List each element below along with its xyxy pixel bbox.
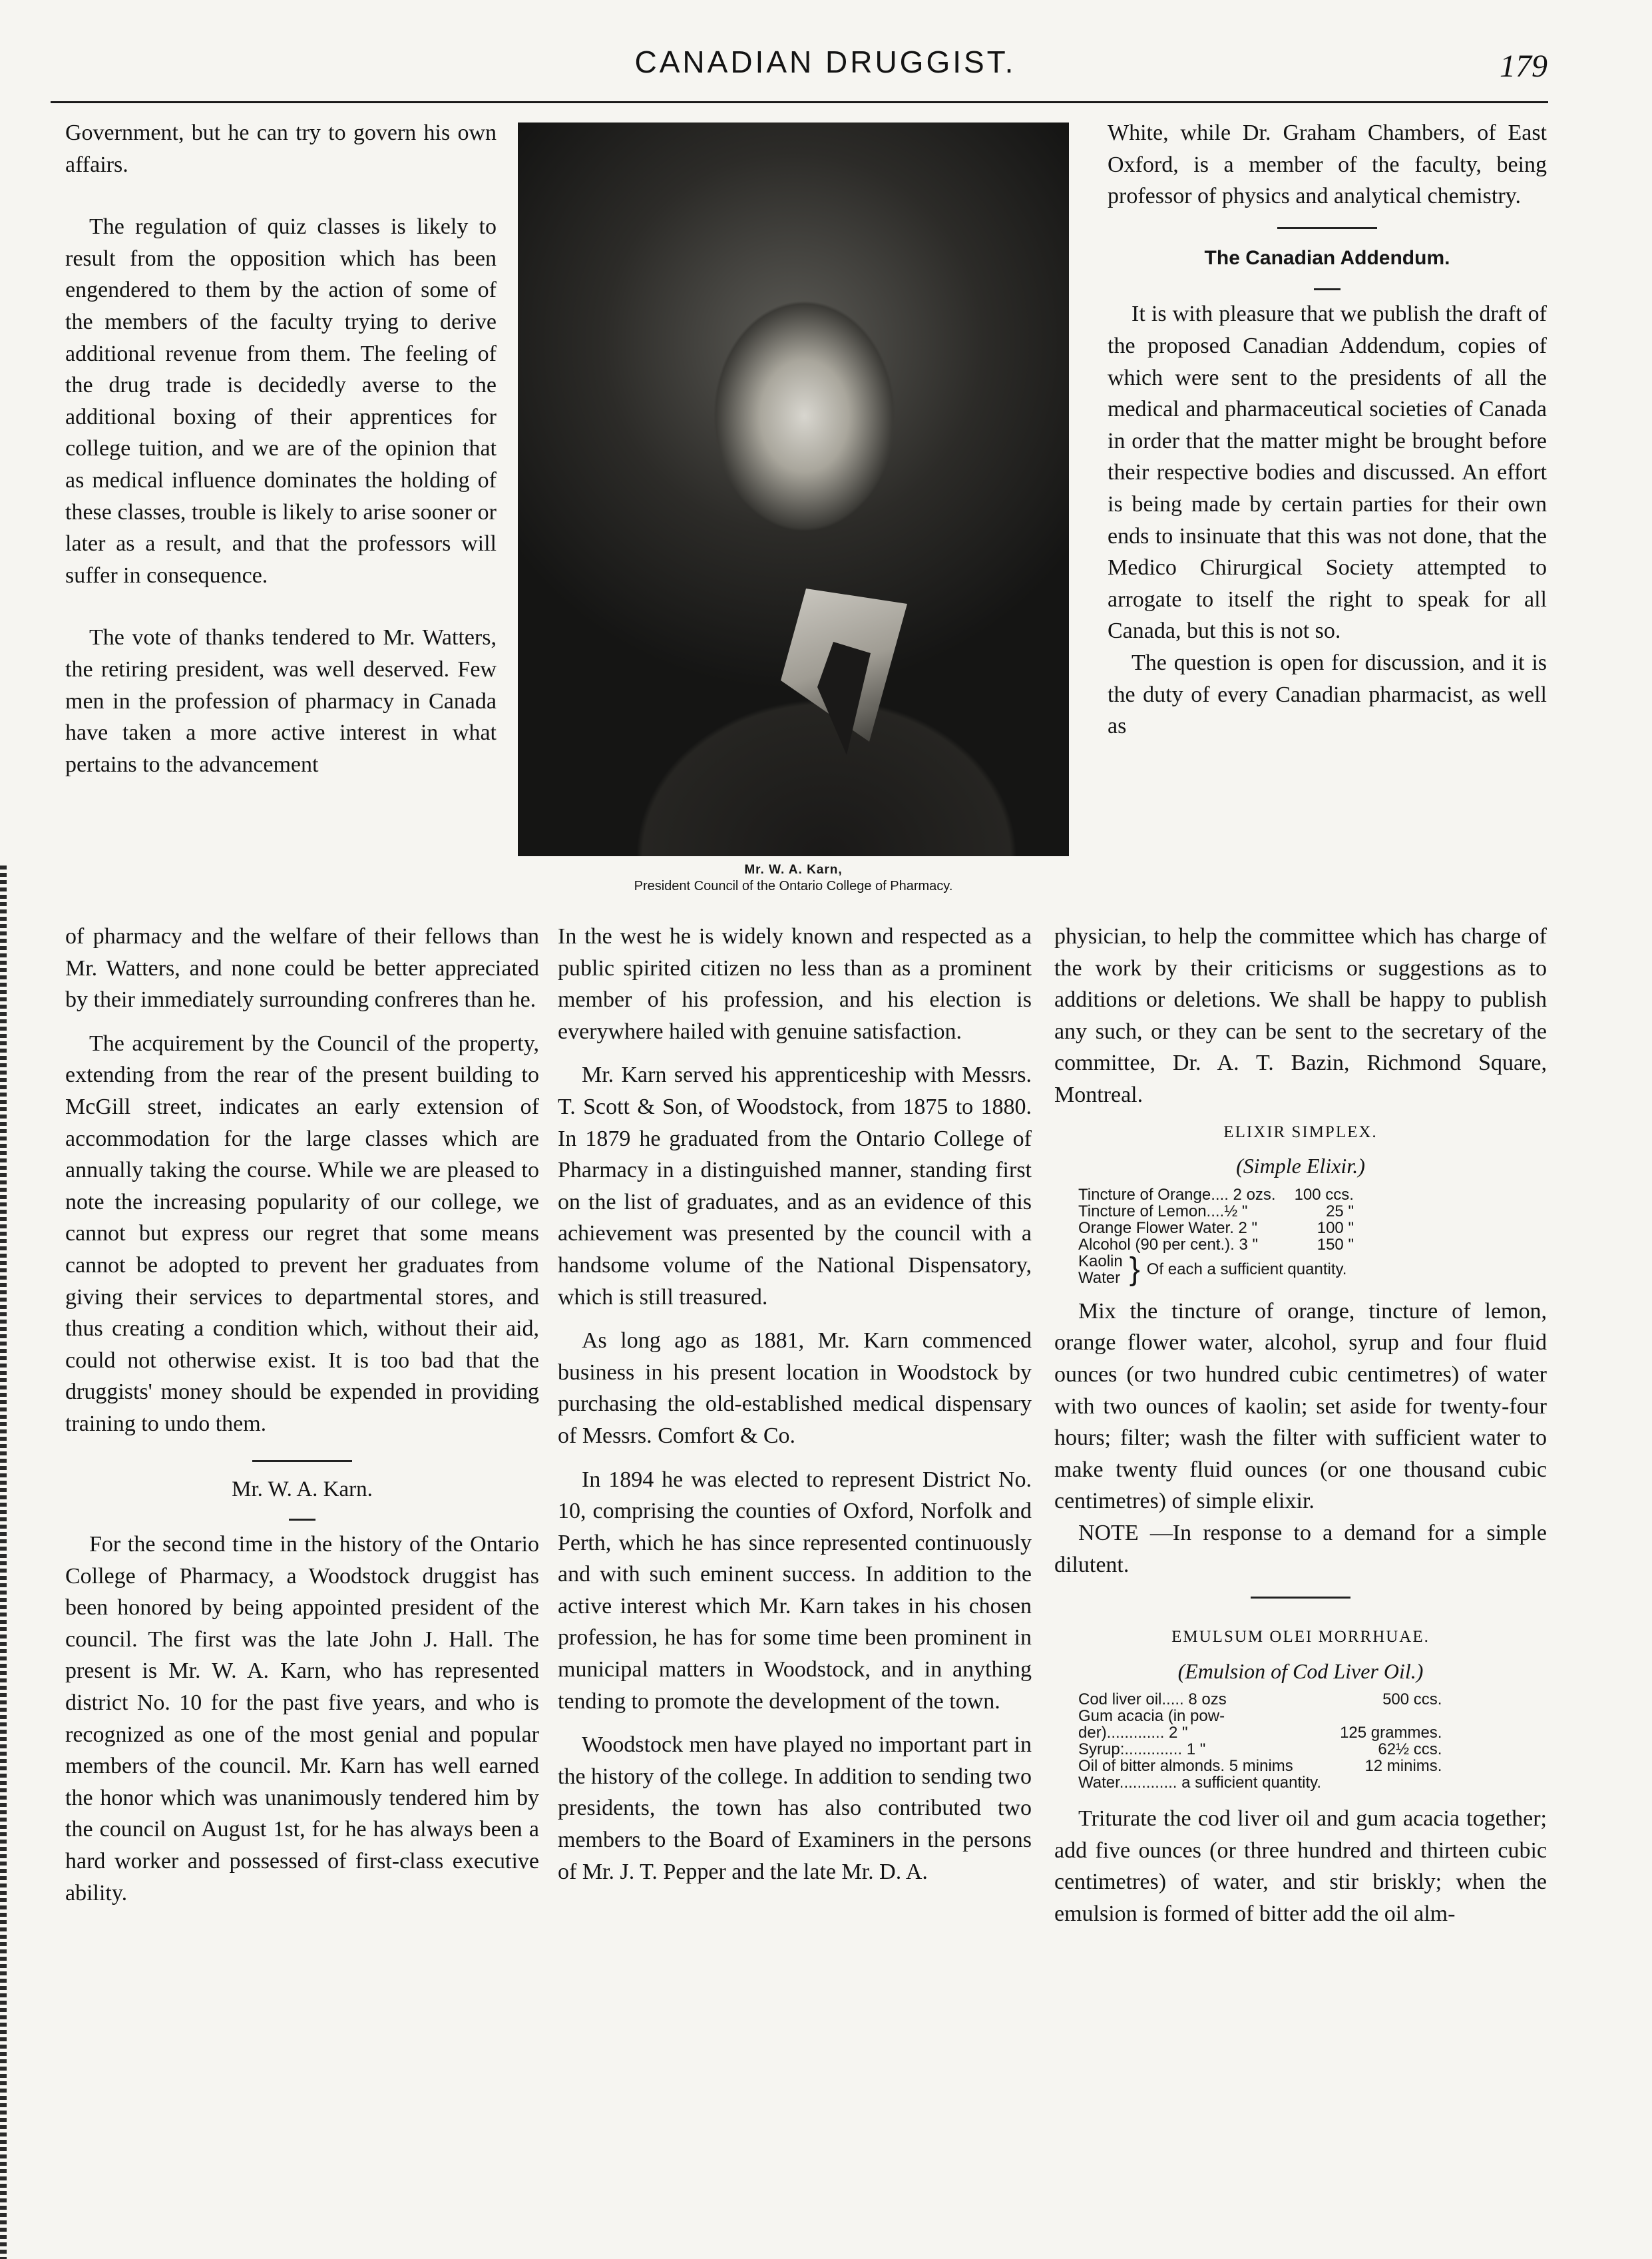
formula-1-item: Orange Flower Water. 2 ": [1078, 1218, 1258, 1237]
brace-glyph: }: [1129, 1252, 1140, 1288]
formula-1-subtitle: (Simple Elixir.): [1236, 1154, 1365, 1178]
formula-1-amount: 25 ": [1326, 1202, 1354, 1220]
formula-2-amount: 500 ccs.: [1382, 1690, 1442, 1709]
left-paragraph-3-wide: of pharmacy and the welfare of their fellows than Mr. Watters, and none could be better appreciated by their immediately surrounding confreres than he.: [65, 924, 539, 1013]
formula-1-row: [1078, 1236, 1359, 1253]
right-column: [1054, 117, 1547, 742]
formula-2-row: [1078, 1708, 1447, 1724]
formula-2-row: [1078, 1691, 1447, 1708]
kaolin-note: Of each a sufficient quantity.: [1146, 1260, 1347, 1279]
caption-name: Mr. W. A. Karn,: [744, 863, 843, 877]
photo-caption: [518, 863, 1069, 894]
right-paragraph-2: It is with pleasure that we publish the draft of the proposed Canadian Addendum, copies of which were sent to the presidents of all the medical and pharmaceutical societies of Canada in order that the matter might be brought before their respective bodies and discussed. An effort is being made by certain parties for their own ends to insinuate that this was not done, that the Medico Chirurgical Society attempted to arrogate to itself the right to speak for all Canada, but this is not so.: [1108, 302, 1547, 644]
formula-2-title: EMULSUM OLEI MORRHUAE.: [1171, 1628, 1430, 1646]
formula-1-amount: 150 ": [1317, 1235, 1354, 1254]
running-header-title: CANADIAN DRUGGIST.: [634, 45, 1016, 79]
formula-1-amount: 100 ": [1317, 1218, 1354, 1237]
left-paragraph-2: The regulation of quiz classes is likely to result from the opposition which has been engendered to them by the action of some of the members of the faculty trying to derive additional revenue from them. The feeling of the drug trade is decidedly averse to the additional boxing of their apprentices for college tuition, and we are of the opinion that as medical influence dominates the holding of these classes, trouble is likely to arise sooner or later as a result, and that the professors will suffer in consequence.: [65, 214, 497, 588]
section-heading-addendum: The Canadian Addendum.: [1204, 246, 1450, 269]
kaolin-labels: [1078, 1253, 1123, 1286]
formula-1-kaolin: [1078, 1253, 1547, 1286]
formula-2-row: [1078, 1758, 1447, 1774]
right-column-lower: [1054, 921, 1547, 1930]
middle-column: [558, 921, 1032, 1887]
right-note: NOTE —In response to a demand for a simple dilutent.: [1054, 1520, 1547, 1577]
formula-1-table: [1078, 1186, 1359, 1253]
right-paragraph-3-wide: physician, to help the committee which has charge of the work by their criticisms or suggestions as to additions or deletions. We shall be happy to publish any such, or they can be sent to the secretary of the committee, Dr. A. T. Bazin, Richmond Square, Montreal.: [1054, 924, 1547, 1107]
page-number: 179: [1500, 49, 1548, 84]
right-formula-rule: [1251, 1597, 1350, 1599]
formula-1-item: Tincture of Orange.... 2 ozs.: [1078, 1185, 1276, 1204]
right-paragraph-4: Mix the tincture of orange, tincture of lemon, orange flower water, alcohol, syrup and four fluid ounces (or two hundred cubic centimetres) of water with two ounces of kaolin; set aside for twenty-four hours; filter; wash the filter with sufficient water to make twenty fluid ounces (or one thousand cubic centimetres) of simple elixir.: [1054, 1298, 1547, 1514]
formula-2-item: Gum acacia (in pow-: [1078, 1707, 1225, 1726]
formula-2-table: [1078, 1691, 1447, 1791]
formula-2-amount: 125 grammes.: [1340, 1724, 1442, 1742]
formula-1-item: Tincture of Lemon....½ ": [1078, 1202, 1248, 1220]
formula-2-item: Water............. a sufficient quantity.: [1078, 1774, 1322, 1792]
section-rule: [252, 1460, 352, 1462]
formula-1-amount: 100 ccs.: [1294, 1185, 1354, 1204]
formula-2-subtitle: (Emulsion of Cod Liver Oil.): [1177, 1658, 1424, 1683]
heading-dash: [289, 1519, 315, 1521]
middle-paragraph-5: Woodstock men have played no important part in the history of the college. In addition to sending two presidents, the town has also contributed two members to the Board of Examiners in the persons of Mr. J. T. Pepper and the late Mr. D. A.: [558, 1732, 1032, 1884]
formula-1-row: [1078, 1186, 1359, 1203]
left-paragraph-4: The acquirement by the Council of the property, extending from the rear of the present building to McGill street, indicates an early extension of accommodation for the large classes which are annually taking the course. While we are pleased to note the increasing popularity of our college, we cannot but express our regret that some means cannot be adopted to prevent her graduates from giving their services to departmental stores, and thus creating a condition which, without their aid, could not otherwise exist. It is too bad that the druggists' money should be expended in providing training to undo them.: [65, 1031, 539, 1436]
left-paragraph-3-narrow: The vote of thanks tendered to Mr. Watters, the retiring president, was well deserved. Few men in the profession of pharmacy in Canada have taken a more active interest in what pertains to the advancement: [65, 625, 497, 777]
formula-1-row: [1078, 1203, 1359, 1220]
right-heading-dash: [1314, 288, 1341, 290]
formula-2-amount: [1327, 1708, 1447, 1724]
formula-2-item: Oil of bitter almonds. 5 minims: [1078, 1757, 1293, 1776]
portrait-photo: [518, 123, 1069, 856]
kaolin-label: Kaolin: [1078, 1252, 1123, 1270]
formula-2-amount: 12 minims.: [1364, 1757, 1442, 1776]
formula-2-amount: [1327, 1774, 1447, 1791]
left-column-lower: [65, 921, 539, 1909]
formula-2-amount: 62½ ccs.: [1378, 1740, 1442, 1759]
formula-2-row: [1078, 1741, 1447, 1758]
water-label: Water: [1078, 1268, 1121, 1287]
left-column: [65, 117, 505, 780]
middle-paragraph-4: In 1894 he was elected to represent District No. 10, comprising the counties of Oxford, Norfolk and Perth, which he has since represented continuously and with such eminent success. In addition to the active interest which Mr. Karn takes in his chosen profession, he has for some time been prominent in municipal matters in Woodstock, and in anything tending to promote the development of the town.: [558, 1467, 1032, 1714]
formula-1-title: ELIXIR SIMPLEX.: [1223, 1123, 1378, 1141]
formula-2-item: der)............. 2 ": [1078, 1724, 1188, 1742]
right-section-rule: [1277, 227, 1377, 229]
header-rule: [51, 101, 1548, 103]
middle-paragraph-1: In the west he is widely known and respected as a public spirited citizen no less than as a prominent member of his profession, and his election is everywhere hailed with genuine satisfaction.: [558, 924, 1032, 1044]
right-paragraph-5: Triturate the cod liver oil and gum acacia together; add five ounces (or three hundred and thirteen cubic centimetres) of water, and stir briskly; when the emulsion is formed of bitter add the oil alm-: [1054, 1806, 1547, 1927]
formula-1-item: Alcohol (90 per cent.). 3 ": [1078, 1235, 1258, 1254]
left-paragraph-5: For the second time in the history of the Ontario College of Pharmacy, a Woodstock druggist has been honored by being appointed president of the council. The first was the late John J. Hall. The present is Mr. W. A. Karn, who has represented district No. 10 for the past five years, and who is recognized as one of the most genial and popular members of the council. Mr. Karn has well earned the honor which was unanimously tendered him by the council on August 1st, for he has always been a hard worker and possessed of first-class executive ability.: [65, 1532, 539, 1905]
formula-1-row: [1078, 1220, 1359, 1236]
right-paragraph-1: White, while Dr. Graham Chambers, of East Oxford, is a member of the faculty, being professor of physics and analytical chemistry.: [1108, 121, 1547, 209]
formula-2-row: [1078, 1724, 1447, 1741]
section-heading-karn: Mr. W. A. Karn.: [232, 1477, 373, 1501]
formula-2-row: [1078, 1774, 1447, 1791]
binding-edge: [0, 866, 7, 2259]
left-paragraph-1: Government, but he can try to govern his own affairs.: [65, 121, 497, 177]
formula-2-item: Syrup:............. 1 ": [1078, 1740, 1206, 1759]
middle-paragraph-3: As long ago as 1881, Mr. Karn commenced business in his present location in Woodstock by purchasing the old-established medical dispensary of Messrs. Comfort & Co.: [558, 1328, 1032, 1448]
caption-title: President Council of the Ontario College of Pharmacy.: [634, 879, 953, 893]
middle-paragraph-2: Mr. Karn served his apprenticeship with Messrs. T. Scott & Son, of Woodstock, from 1875 to 1880. In 1879 he graduated from the Ontario College of Pharmacy in a distinguished manner, standing first on the list of graduates, and as an evidence of this achievement was presented by the council with a handsome volume of the National Dispensatory, which is still treasured.: [558, 1063, 1032, 1310]
right-paragraph-3-narrow: The question is open for discussion, and it is the duty of every Canadian pharmacist, as well as: [1108, 650, 1547, 739]
formula-2-item: Cod liver oil..... 8 ozs: [1078, 1690, 1227, 1709]
